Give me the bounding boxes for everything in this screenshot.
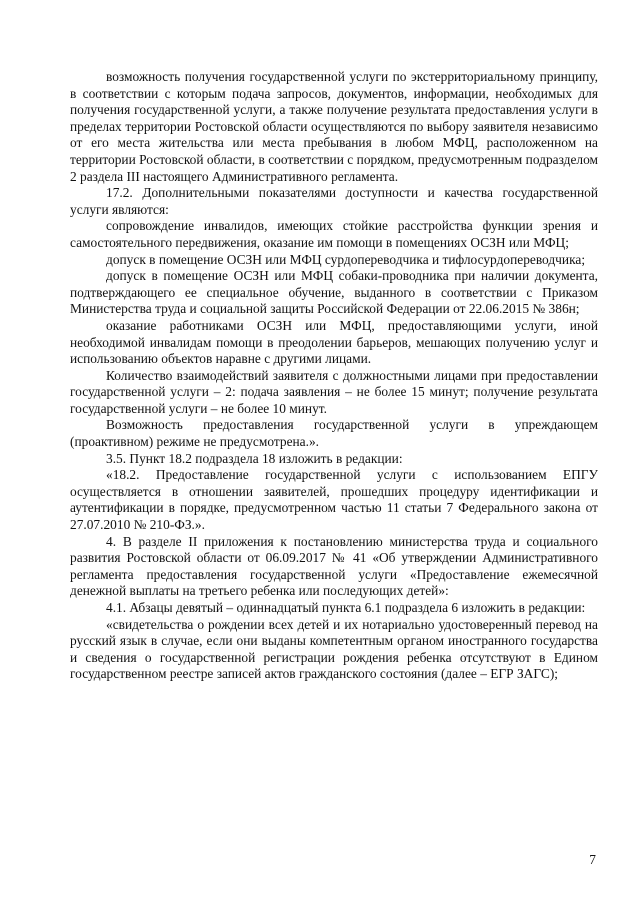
paragraph: Возможность предоставления государственной услуги в упреждающем (проактивном) режиме не предусмотрена.». xyxy=(70,417,598,450)
paragraph: Количество взаимодействий заявителя с должностными лицами при предоставлении государственной услуги – 2: подача заявления – не более 15 минут; получение результата государственной услуги – не более 10 минут. xyxy=(70,367,598,416)
paragraph: оказание работниками ОСЗН или МФЦ, предоставляющими услуги, иной необходимой инвалидам помощи в преодолении барьеров, мешающих получению услуг и использованию объектов наравне с другими лицами. xyxy=(70,317,598,367)
paragraph: сопровождение инвалидов, имеющих стойкие расстройства функции зрения и самостоятельного передвижения, оказание им помощи в помещениях ОСЗН или МФЦ; xyxy=(70,218,598,250)
paragraph: допуск в помещение ОСЗН или МФЦ собаки-проводника при наличии документа, подтверждающего ее специальное обучение, выданного в соответствии с Приказом Министерства труда и социальной защиты Российской Федерации от 22.06.2015 № 386н; xyxy=(70,268,598,317)
paragraph: 4.1. Абзацы девятый – одиннадцатый пункта 6.1 подраздела 6 изложить в редакции: xyxy=(106,600,586,615)
paragraph: «18.2. Предоставление государственной услуги с использованием ЕПГУ осуществляется в отношении заявителей, прошедших процедуру идентификации и аутентификации в порядке, предусмотренном частью 11 статьи 7 Федерального закона от 27.07.2010 № 210-ФЗ.». xyxy=(70,467,598,533)
paragraph: 4. В разделе II приложения к постановлению министерства труда и социального развития Ростовской области от 06.09.2017 № 41 «Об утверждении Административного регламента предоставления государственной услуги «Предоставление ежемесячной денежной выплаты на третьего ребенка или последующих детей»: xyxy=(70,533,598,599)
paragraph: допуск в помещение ОСЗН или МФЦ сурдопереводчика и тифлосурдопереводчика; xyxy=(106,251,586,267)
paragraph: возможность получения государственной услуги по экстерриториальному принципу, в соответствии с которым подача запросов, документов, информации, необходимых для получения государственной услуги, а также получение результата предоставления услуги в пределах территории Ростовской области осуществляются по выбору заявителя независимо от его места жительства или места пребывания в любом МФЦ, расположенном на территории Ростовской области, в соответствии с порядком, предусмотренным подразделом 2 раздела III настоящего Административного регламента. xyxy=(70,69,598,184)
paragraph: 3.5. Пункт 18.2 подраздела 18 изложить в редакции: xyxy=(106,450,403,466)
paragraph: «свидетельства о рождении всех детей и их нотариально удостоверенный перевод на русский язык в случае, если они выданы компетентным органом иностранного государства и сведения о государственной регистрации рождения ребенка отсутствуют в Едином государственном реестре записей актов гражданского состояния (далее – ЕГР ЗАГС); xyxy=(70,616,598,682)
page-number: 7 xyxy=(589,852,596,867)
document-body xyxy=(70,69,598,683)
paragraph: 17.2. Дополнительными показателями доступности и качества государственной услуги являются: xyxy=(70,185,598,217)
